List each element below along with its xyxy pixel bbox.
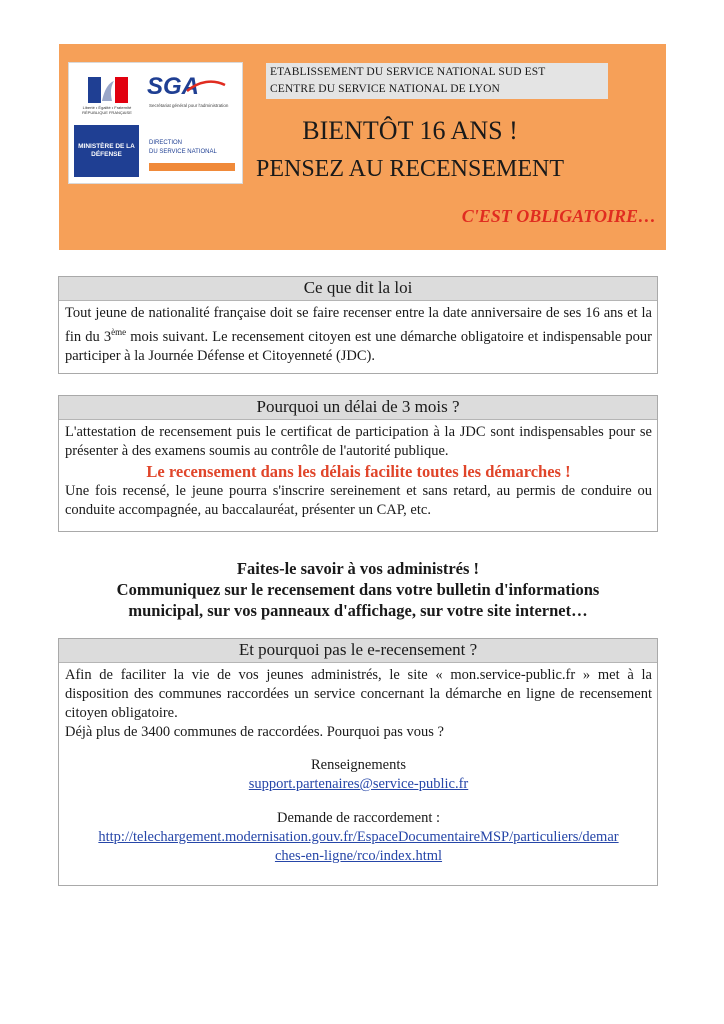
cta-line-1: Faites-le savoir à vos administrés ! [236,559,480,578]
erecensement-text-2: Déjà plus de 3400 communes de raccordées. Pourquoi pas vous ? [65,724,444,740]
erecensement-section [58,638,658,886]
support-email-link[interactable]: support.partenaires@service-public.fr [248,776,469,792]
info-email-container [65,775,652,794]
republic-logo [74,69,139,177]
info-label: Renseignements [310,757,407,773]
direction-line-2: DU SERVICE NATIONAL [149,149,217,155]
ministry-name: MINISTÈRE DE LA DÉFENSE [74,125,139,177]
delay-heading: Pourquoi un délai de 3 mois ? [59,396,657,420]
request-url-link-line-1[interactable]: http://telechargement.modernisation.gouv.fr/EspaceDocumentaireMSP/particuliers/demar [98,829,619,845]
delay-text-1: L'attestation de recensement puis le certificat de participation à la JDC sont indispensables pour se présenter à des examens soumis au contrôle de l'autorité publique. [65,424,652,459]
call-to-action [58,558,658,621]
direction-line-1: DIRECTION [149,140,182,146]
law-text-part-1: Tout jeune de nationalité française doit se faire recenser entre la date anniversaire de ses 16 ans et la fin du 3 [65,305,652,345]
establishment-box [266,63,608,99]
swoosh-icon [185,77,227,95]
page-title: BIENTÔT 16 ANS ! [302,116,518,145]
erecensement-heading: Et pourquoi pas le e-recensement ? [59,639,657,663]
delay-text-2: Une fois recensé, le jeune pourra s'inscrire sereinement et sans retard, au permis de conduire ou conduite accompagnée, au baccalauréat, présenter un CAP, etc. [65,483,652,518]
sga-subtitle: Secrétariat général pour l'administration [149,103,229,108]
law-text [59,301,657,370]
request-label: Demande de raccordement : [276,810,441,826]
erecensement-text-1: Afin de faciliter la vie de vos jeunes administrés, le site « mon.service-public.fr » met à la disposition des communes raccordées un service concernant la démarche en ligne de recensement citoyen obligatoire. [65,667,652,721]
cta-line-3: municipal, sur vos panneaux d'affichage, sur votre site internet… [128,601,588,620]
marianne-flag-icon [88,77,128,103]
establishment-line-1: ETABLISSEMENT DU SERVICE NATIONAL SUD EST [270,66,546,78]
establishment-line-2: CENTRE DU SERVICE NATIONAL DE LYON [270,83,500,95]
delay-highlight: Le recensement dans les délais facilite toutes les démarches ! [146,462,571,481]
cta-line-2: Communiquez sur le recensement dans votre bulletin d'informations [116,580,600,599]
law-heading: Ce que dit la loi [59,277,657,301]
logo-motto: Liberté • Égalité • Fraternité RÉPUBLIQUE FRANÇAISE [82,105,132,115]
law-superscript: ème [111,327,127,337]
obligatory-notice: C'EST OBLIGATOIRE… [461,206,656,226]
sga-logo: SGA [147,73,200,100]
erecensement-body [59,663,657,870]
request-url-link-line-2[interactable]: ches-en-ligne/rco/index.html [274,848,443,864]
delay-body [59,420,657,524]
page-subtitle: PENSEZ AU RECENSEMENT [255,156,564,182]
delay-section [58,395,658,532]
law-section [58,276,658,374]
law-text-part-2: mois suivant. Le recensement citoyen est une démarche obligatoire et indispensable pour participer à la Journée Défense et Citoyenneté (JDC). [65,328,652,364]
request-url-container [65,828,652,866]
